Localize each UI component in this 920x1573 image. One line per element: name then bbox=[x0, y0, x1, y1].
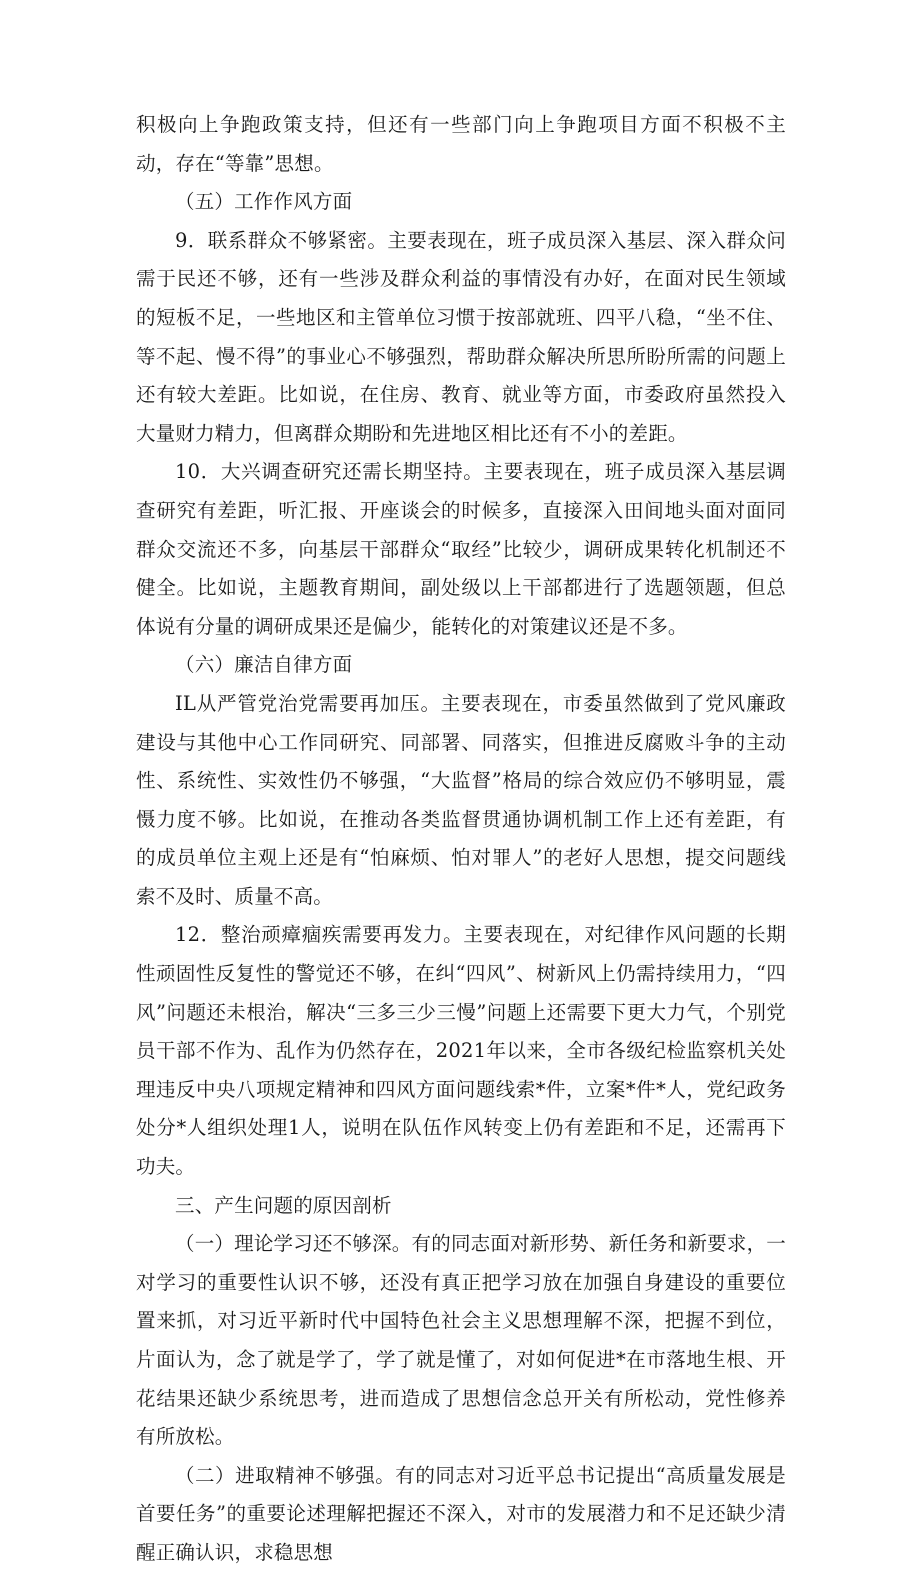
paragraph-item-12: 12．整治顽瘴痼疾需要再发力。主要表现在，对纪律作风问题的长期性顽固性反复性的警觉还不够，在纠“四风”、树新风上仍需持续用力，“四风”问题还未根治，解决“三多三少三慢”问题上还需要下更大力气，个别党员干部不作为、乱作为仍然存在，2021年以来，全市各级纪检监察机关处理违反中央八项规定精神和四风方面问题线索*件，立案*件*人，党纪政务处分*人组织处理1人，说明在队伍作风转变上仍有差距和不足，还需再下功夫。 bbox=[136, 923, 786, 1179]
paragraph-continued: 积极向上争跑政策支持，但还有一些部门向上争跑项目方面不积极不主动，存在“等靠”思想。 bbox=[136, 113, 786, 175]
section-heading-work-style: （五）工作作风方面 bbox=[175, 190, 353, 214]
section-heading-integrity: （六）廉洁自律方面 bbox=[175, 653, 353, 677]
paragraph-cause-1: （一）理论学习还不够深。有的同志面对新形势、新任务和新要求，一对学习的重要性认识不够，还没有真正把学习放在加强自身建设的重要位置来抓，对习近平新时代中国特色社会主义思想理解不深，把握不到位，片面认为，念了就是学了，学了就是懂了，对如何促进*在市落地生根、开花结果还缺少系统思考，进而造成了思想信念总开关有所松动，党性修养有所放松。 bbox=[136, 1232, 786, 1449]
paragraph-item-11: IL从严管党治党需要再加压。主要表现在，市委虽然做到了党风廉政建设与其他中心工作同研究、同部署、同落实，但推进反腐败斗争的主动性、系统性、实效性仍不够强，“大监督”格局的综合效应仍不够明显，震慑力度不够。比如说，在推动各类监督贯通协调机制工作上还有差距，有的成员单位主观上还是有“怕麻烦、怕对罪人”的老好人思想，提交问题线索不及时、质量不高。 bbox=[136, 691, 786, 908]
paragraph-item-10: 10．大兴调查研究还需长期坚持。主要表现在，班子成员深入基层调查研究有差距，听汇报、开座谈会的时候多，直接深入田间地头面对面同群众交流还不多，向基层干部群众“取经”比较少，调研成果转化机制还不健全。比如说，主题教育期间，副处级以上干部都进行了选题领题，但总体说有分量的调研成果还是偏少，能转化的对策建议还是不多。 bbox=[136, 460, 786, 638]
chapter-heading-causes: 三、产生问题的原因剖析 bbox=[175, 1193, 392, 1217]
document-page bbox=[136, 106, 786, 1573]
paragraph-item-9: 9．联系群众不够紧密。主要表现在，班子成员深入基层、深入群众问需于民还不够，还有一些涉及群众利益的事情没有办好，在面对民生领域的短板不足，一些地区和主管单位习惯于按部就班、四平八稳，“坐不住、等不起、慢不得”的事业心不够强烈，帮助群众解决所思所盼所需的问题上还有较大差距。比如说，在住房、教育、就业等方面，市委政府虽然投入大量财力精力，但离群众期盼和先进地区相比还有不小的差距。 bbox=[136, 228, 786, 445]
paragraph-cause-2: （二）进取精神不够强。有的同志对习近平总书记提出“高质量发展是首要任务”的重要论述理解把握还不深入，对市的发展潜力和不足还缺少清醒正确认识，求稳思想 bbox=[136, 1463, 786, 1564]
